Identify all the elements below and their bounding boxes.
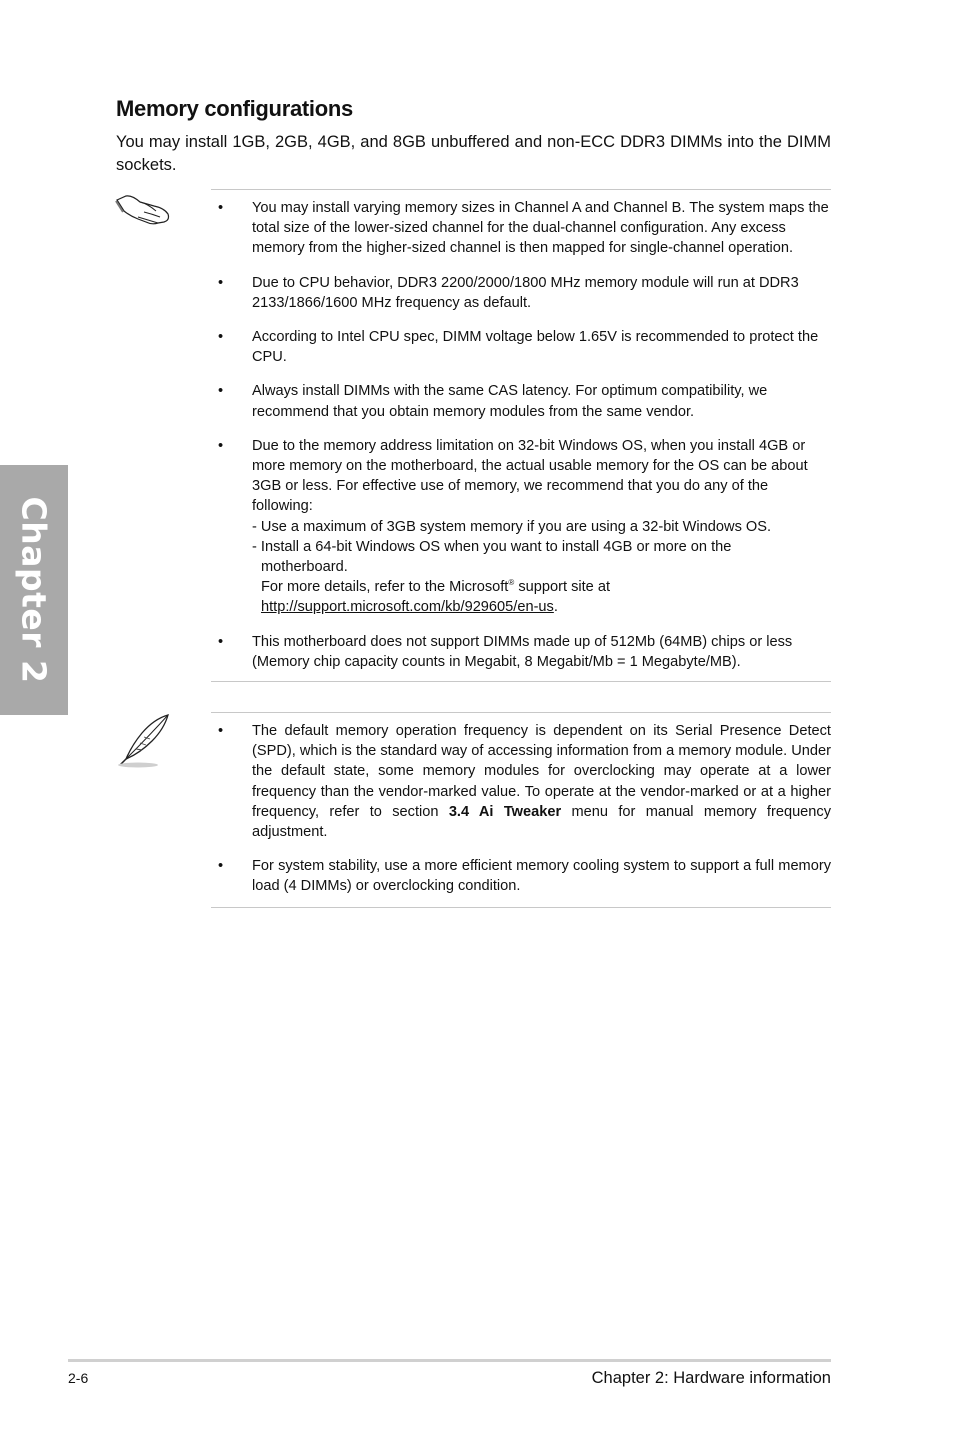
footer-divider bbox=[68, 1359, 831, 1362]
page-number: 2-6 bbox=[68, 1370, 89, 1386]
chapter-tab-label: Chapter 2 bbox=[14, 496, 54, 684]
list-item: • This motherboard does not support DIMMs made up of 512Mb (64MB) chips or less (Memory chip capacity counts in Megabit, 8 Megabit/Mb = 1 Megabyte/MB). bbox=[218, 633, 793, 670]
section-title: Memory configurations bbox=[116, 96, 353, 121]
note-bullet-list bbox=[211, 198, 831, 686]
chapter-side-tab bbox=[0, 465, 68, 715]
list-item: • Due to CPU behavior, DDR3 2200/2000/1800 MHz memory module will run at DDR3 2133/1866/1600 MHz frequency as default. bbox=[218, 274, 799, 311]
footer-chapter-title: Chapter 2: Hardware information bbox=[591, 1369, 831, 1387]
microsoft-support-link[interactable]: http://support.microsoft.com/kb/929605/en-us bbox=[261, 599, 554, 616]
tip-bottom-divider bbox=[211, 907, 831, 908]
list-item: • The default memory operation frequency is dependent on its Serial Presence Detect (SPD), which is the standard way of accessing information from a memory module. Under the default state, some memory modules for overclocking may operate at a lower frequency than the vendor-marked value. To operate at the vendor-marked or at a higher frequency, refer to section 3.4 Ai Tweaker menu for manual memory frequency adjustment. bbox=[218, 723, 832, 841]
tip-bullet-list bbox=[211, 721, 831, 911]
note-top-divider bbox=[211, 189, 831, 190]
list-item: • You may install varying memory sizes in Channel A and Channel B. The system maps the total size of the lower-sized channel for the dual-channel configuration. Any excess memory from the higher-sized channel is then mapped for single-channel operation. bbox=[218, 200, 829, 257]
quill-pen-icon bbox=[114, 713, 174, 769]
list-item: • According to Intel CPU spec, DIMM voltage below 1.65V is recommended to protect the CPU. bbox=[218, 329, 819, 366]
list-item: • Due to the memory address limitation on 32-bit Windows OS, when you install 4GB or more memory on the motherboard, the actual usable memory for the OS can be about 3GB or less. For effective use of memory, we recommend that you do any of the following: - Use a maximum of 3GB system memory if you are using a 32-bit Windows OS. - Install a 64-bit Windows OS when you want to install 4GB or more on the motherboard. For more details, refer to the Microsoft® support site at http://support.microsoft.com/kb/929605/en-us. bbox=[218, 437, 808, 616]
intro-paragraph: You may install 1GB, 2GB, 4GB, and 8GB unbuffered and non-ECC DDR3 DIMMs into the DIMM sockets. bbox=[116, 133, 831, 174]
hand-icon bbox=[114, 192, 172, 228]
list-item: • Always install DIMMs with the same CAS latency. For optimum compatibility, we recommend that you obtain memory modules from the same vendor. bbox=[218, 383, 768, 420]
list-item: • For system stability, use a more efficient memory cooling system to support a full memory load (4 DIMMs) or overclocking condition. bbox=[218, 858, 831, 895]
note-bottom-divider bbox=[211, 681, 831, 682]
tip-top-divider bbox=[211, 712, 831, 713]
